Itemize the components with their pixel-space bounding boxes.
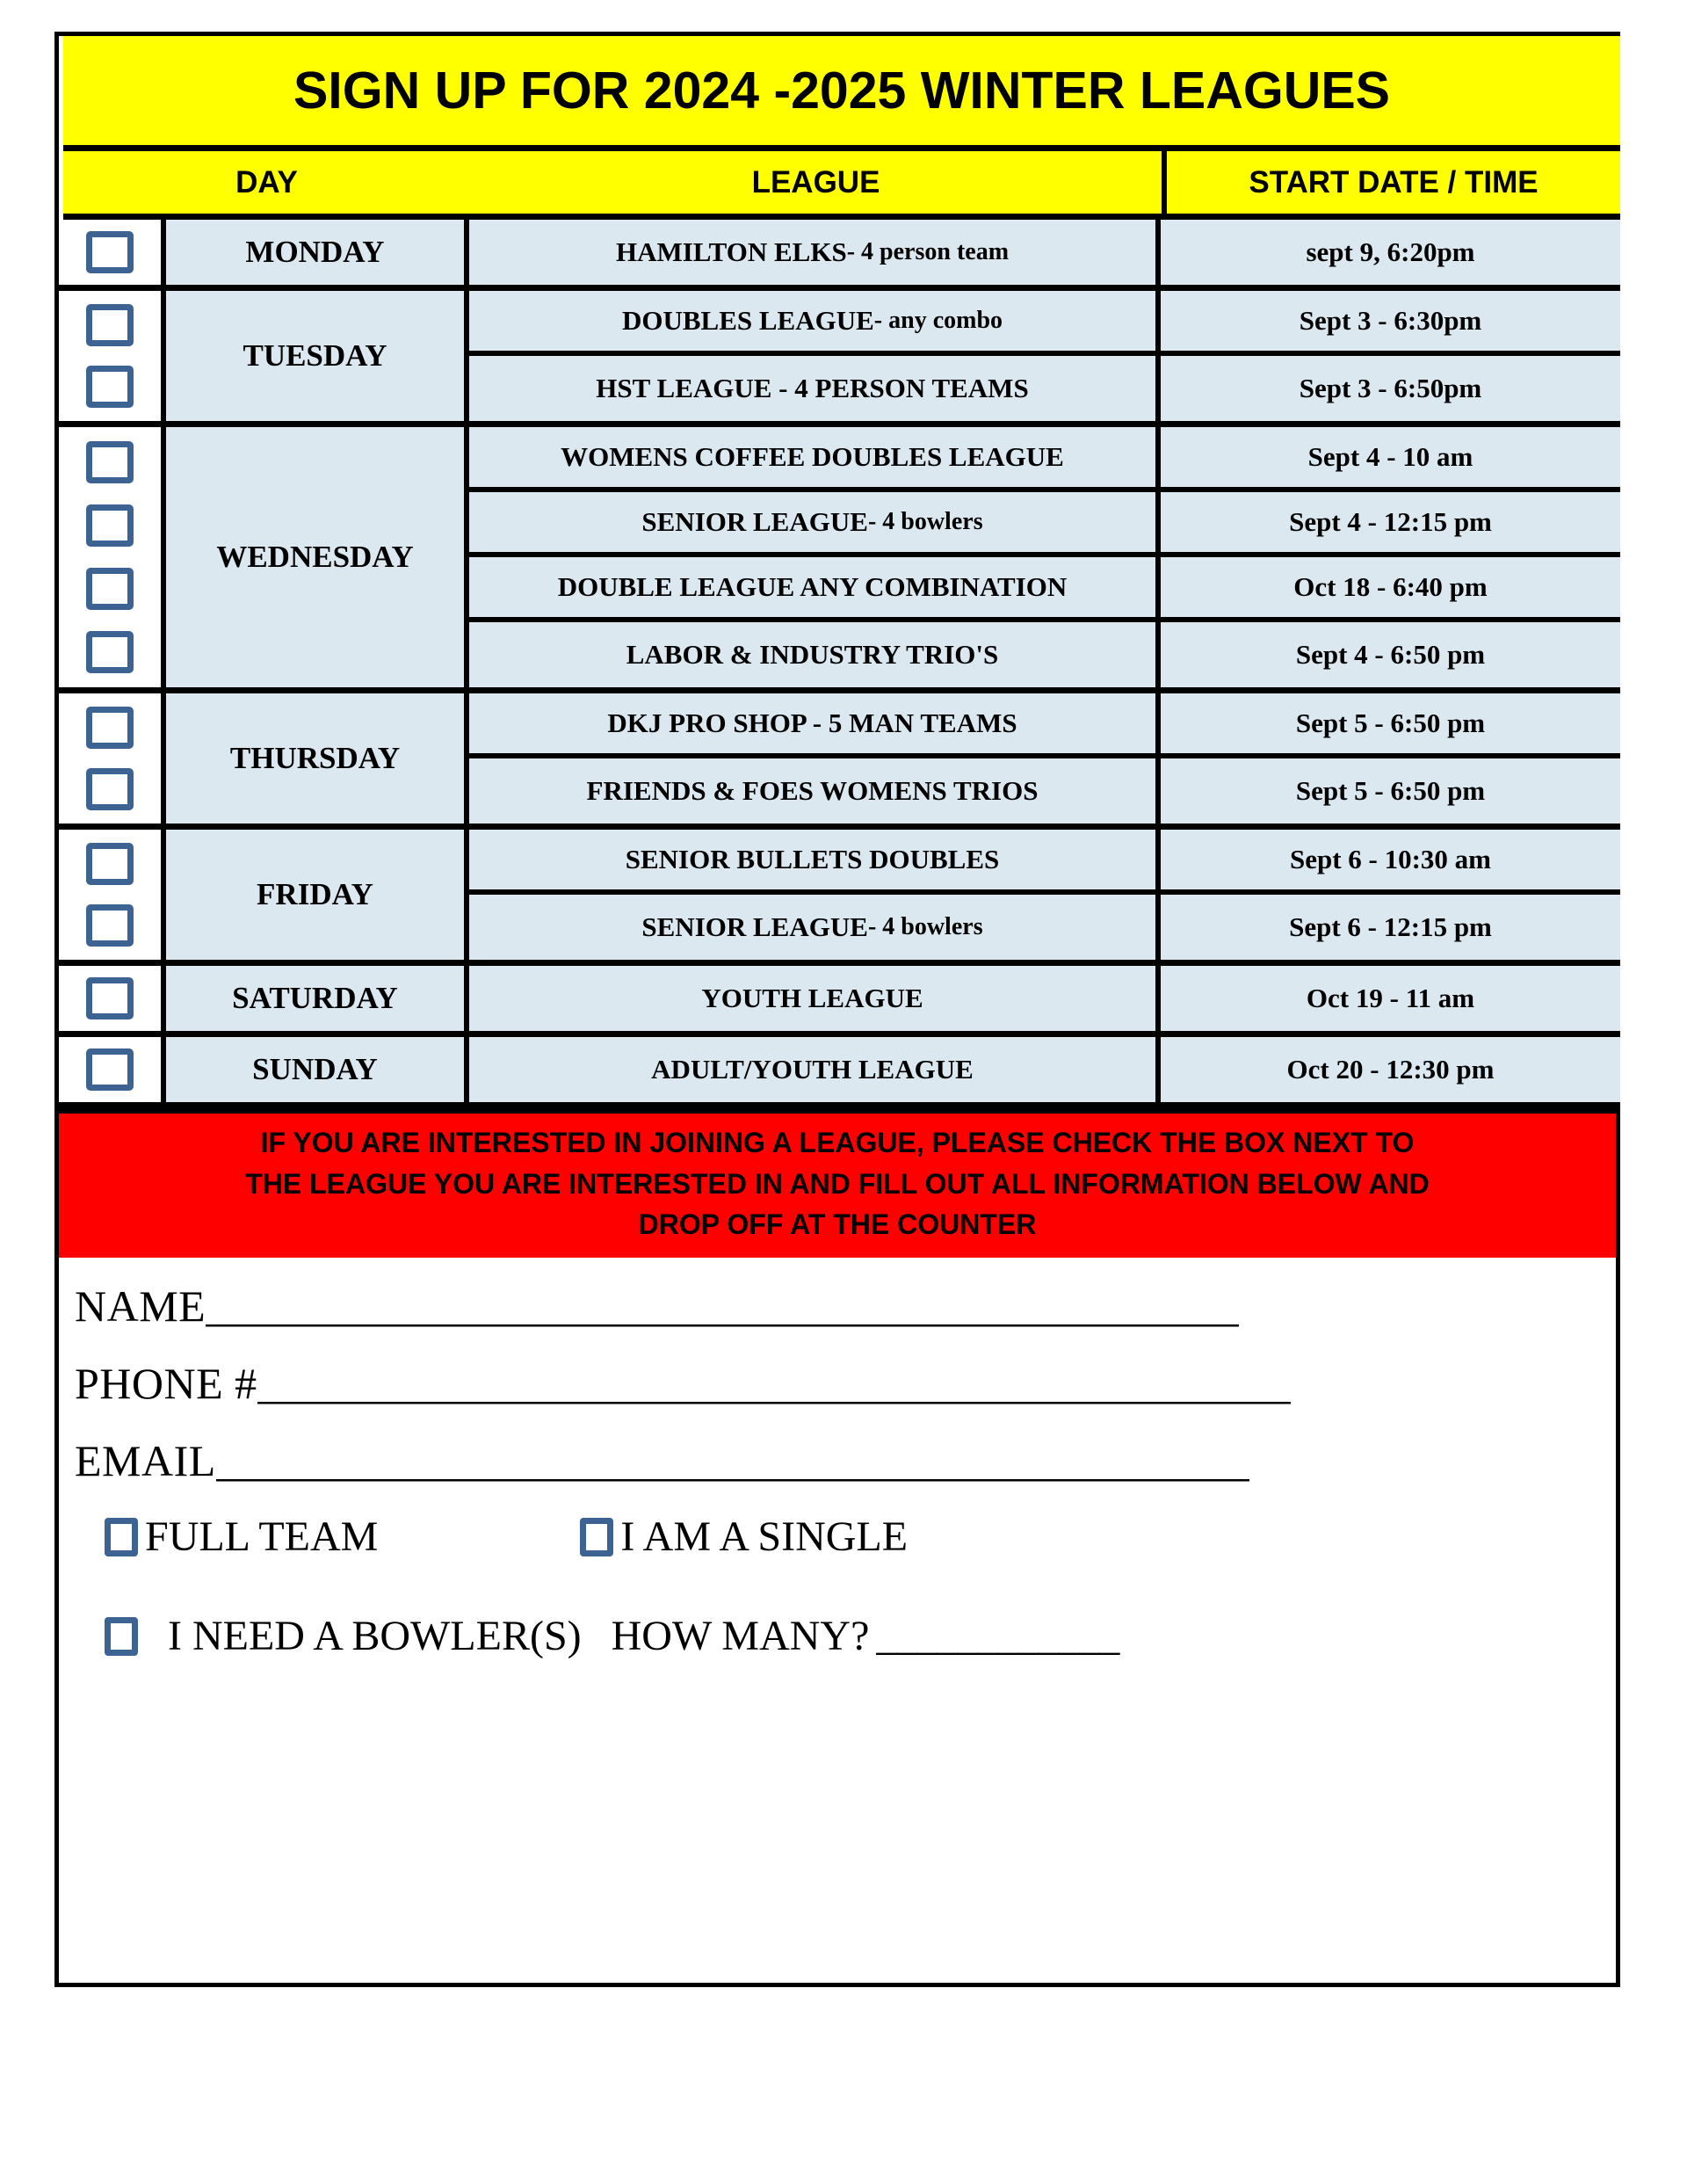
table-row (469, 830, 1620, 895)
instructions-line-2: THE LEAGUE YOU ARE INTERESTED IN AND FILL OUT ALL INFORMATION BELOW AND (245, 1167, 1430, 1200)
league-checkbox[interactable] (86, 568, 134, 610)
need-bowler-row (75, 1612, 1600, 1660)
start-date-cell: Oct 18 - 6:40 pm (1293, 571, 1488, 603)
league-name-cell (469, 492, 1161, 552)
instructions-banner (59, 1108, 1616, 1258)
start-date-cell: sept 9, 6:20pm (1306, 236, 1475, 268)
day-cell: THURSDAY (166, 693, 469, 824)
start-date-cell: Sept 4 - 6:50 pm (1295, 639, 1486, 671)
league-name-cell (469, 427, 1161, 487)
column-header-day: DAY (235, 164, 298, 200)
league-checkbox[interactable] (86, 904, 134, 947)
league-name-main: FRIENDS & FOES WOMENS TRIOS (586, 775, 1039, 807)
day-cell: TUESDAY (166, 291, 469, 421)
day-cell: SATURDAY (166, 966, 469, 1031)
checkbox-column (59, 966, 166, 1031)
single-option[interactable] (580, 1513, 908, 1561)
instructions-line-3: DROP OFF AT THE COUNTER (638, 1208, 1037, 1241)
league-name-cell (469, 895, 1161, 960)
start-date-cell: Sept 3 - 6:30pm (1299, 305, 1482, 337)
day-group (59, 830, 1620, 966)
league-name-main: LABOR & INDUSTRY TRIO'S (626, 639, 999, 671)
table-row (469, 758, 1620, 824)
checkbox-column (59, 291, 166, 421)
league-name-main: HAMILTON ELKS (615, 236, 847, 268)
league-checkbox[interactable] (86, 768, 134, 810)
checkbox-column (59, 1037, 166, 1102)
table-row (469, 220, 1620, 285)
league-name-main: DKJ PRO SHOP - 5 MAN TEAMS (607, 707, 1017, 739)
name-field-row (75, 1281, 1600, 1331)
how-many-input[interactable]: ____________ (876, 1613, 1119, 1660)
checkbox-column (59, 693, 166, 824)
league-name-cell (469, 291, 1161, 351)
start-date-cell: Sept 5 - 6:50 pm (1295, 707, 1486, 739)
league-name-main: YOUTH LEAGUE (701, 983, 923, 1014)
league-rows (469, 830, 1620, 960)
league-name-main: HST LEAGUE - 4 PERSON TEAMS (596, 373, 1029, 404)
day-cell: SUNDAY (166, 1037, 469, 1102)
table-row (469, 622, 1620, 687)
need-bowler-label: I NEED A BOWLER(S) (168, 1613, 582, 1660)
league-name-detail: - 4 bowlers (867, 507, 983, 535)
league-checkbox[interactable] (86, 504, 134, 547)
day-group (59, 966, 1620, 1037)
start-date-cell: Sept 6 - 10:30 am (1289, 844, 1492, 875)
email-label: EMAIL (75, 1436, 216, 1486)
email-field-row (75, 1435, 1600, 1486)
league-name-cell (469, 220, 1161, 285)
full-team-label: FULL TEAM (145, 1513, 379, 1561)
day-group (59, 427, 1620, 693)
how-many-label: HOW MANY? (611, 1613, 870, 1660)
table-row (469, 427, 1620, 492)
day-cell: FRIDAY (166, 830, 469, 960)
table-row (469, 557, 1620, 622)
league-name-detail: - any combo (873, 306, 1003, 334)
day-group (59, 291, 1620, 427)
page-title: SIGN UP FOR 2024 -2025 WINTER LEAGUES (293, 62, 1391, 120)
league-rows (469, 291, 1620, 421)
league-name-cell (469, 356, 1161, 421)
table-row (469, 966, 1620, 1031)
league-name-cell (469, 830, 1161, 889)
signup-fields-section (59, 1258, 1616, 1669)
league-name-cell (469, 622, 1161, 687)
league-checkbox[interactable] (86, 366, 134, 408)
league-name-main: SENIOR LEAGUE (641, 506, 868, 538)
instructions-line-1: IF YOU ARE INTERESTED IN JOINING A LEAGUE, PLEASE CHECK THE BOX NEXT TO (260, 1127, 1415, 1158)
league-checkbox[interactable] (86, 441, 134, 483)
signup-form (54, 32, 1620, 1987)
league-checkbox[interactable] (86, 304, 134, 346)
day-cell: MONDAY (166, 220, 469, 285)
table-row (469, 492, 1620, 557)
table-row (469, 895, 1620, 960)
league-rows (469, 427, 1620, 687)
league-name-cell (469, 1037, 1161, 1102)
league-name-main: SENIOR LEAGUE (641, 911, 868, 943)
single-label: I AM A SINGLE (620, 1513, 909, 1561)
table-row (469, 693, 1620, 758)
team-type-options-row (75, 1513, 1600, 1561)
league-rows (469, 1037, 1620, 1102)
league-name-main: DOUBLES LEAGUE (621, 305, 874, 337)
start-date-cell: Sept 3 - 6:50pm (1299, 373, 1482, 404)
title-banner (63, 36, 1620, 151)
start-date-cell: Oct 20 - 12:30 pm (1286, 1054, 1495, 1085)
league-name-cell (469, 966, 1161, 1031)
league-schedule-table (59, 220, 1620, 1108)
checkbox-column (59, 220, 166, 285)
table-row (469, 356, 1620, 421)
table-row (469, 1037, 1620, 1102)
table-row (469, 291, 1620, 356)
need-bowler-checkbox[interactable] (105, 1617, 138, 1656)
league-name-main: DOUBLE LEAGUE ANY COMBINATION (557, 571, 1068, 603)
start-date-cell: Sept 5 - 6:50 pm (1295, 775, 1486, 807)
league-checkbox[interactable] (86, 707, 134, 749)
league-name-main: ADULT/YOUTH LEAGUE (651, 1054, 974, 1085)
league-name-cell (469, 758, 1161, 824)
league-name-cell (469, 693, 1161, 753)
league-name-detail: - 4 bowlers (867, 912, 983, 940)
day-cell: WEDNESDAY (166, 427, 469, 687)
name-input[interactable]: _________________________________________________ (206, 1281, 1240, 1331)
league-checkbox[interactable] (86, 843, 134, 885)
league-name-cell (469, 557, 1161, 617)
league-name-detail: - 4 person team (846, 237, 1010, 265)
league-name-main: SENIOR BULLETS DOUBLES (625, 844, 1000, 875)
start-date-cell: Sept 6 - 12:15 pm (1289, 911, 1492, 943)
league-rows (469, 220, 1620, 285)
league-checkbox[interactable] (86, 1048, 134, 1091)
need-bowler-option[interactable] (105, 1612, 582, 1660)
day-group (59, 1037, 1620, 1108)
phone-input[interactable]: _________________________________________________ (257, 1359, 1291, 1409)
column-header-start-date: START DATE / TIME (1162, 151, 1620, 214)
league-checkbox[interactable] (86, 631, 134, 673)
start-date-cell: Sept 4 - 10 am (1307, 441, 1473, 473)
full-team-checkbox[interactable] (105, 1518, 138, 1556)
day-group (59, 693, 1620, 830)
phone-field-row (75, 1358, 1600, 1409)
table-header-row (63, 151, 1620, 220)
league-checkbox[interactable] (86, 977, 134, 1019)
league-name-main: WOMENS COFFEE DOUBLES LEAGUE (561, 441, 1064, 473)
checkbox-column (59, 427, 166, 687)
start-date-cell: Oct 19 - 11 am (1306, 983, 1475, 1014)
league-rows (469, 693, 1620, 824)
email-input[interactable]: _________________________________________________ (215, 1436, 1249, 1486)
column-header-league: LEAGUE (751, 164, 880, 200)
phone-label: PHONE # (75, 1359, 257, 1409)
single-checkbox[interactable] (580, 1518, 613, 1556)
start-date-cell: Sept 4 - 12:15 pm (1289, 506, 1492, 538)
day-group (59, 220, 1620, 291)
checkbox-column (59, 830, 166, 960)
name-label: NAME (75, 1281, 206, 1331)
league-rows (469, 966, 1620, 1031)
full-team-option[interactable] (105, 1513, 378, 1561)
league-checkbox[interactable] (86, 231, 134, 273)
